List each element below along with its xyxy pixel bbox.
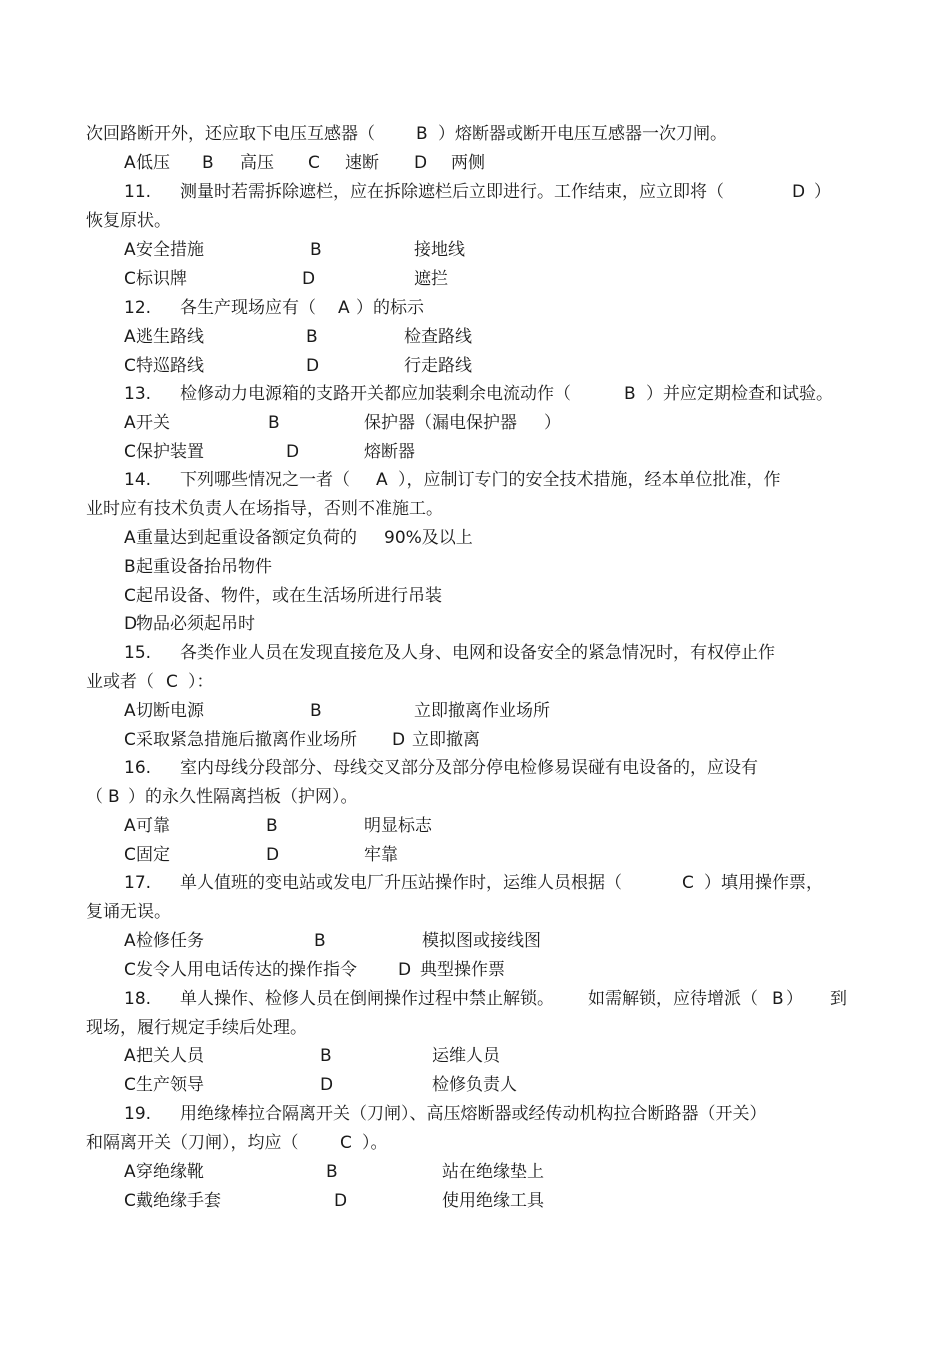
question-number: 15.: [124, 643, 152, 663]
question-text: 和隔离开关（刀闸），均应（: [86, 1133, 299, 1153]
answer-letter: B: [624, 384, 636, 404]
option-text: 低压: [136, 153, 170, 173]
option-text: 牢靠: [364, 845, 398, 865]
option-letter: B: [268, 413, 280, 433]
question-text: ）并应定期检查和试验。: [646, 384, 833, 404]
option-letter: A: [124, 931, 136, 951]
question-text: 各类作业人员在发现直接危及人身、电网和设备安全的紧急情况时，有权停止作: [180, 643, 775, 663]
option-text: 检查路线: [404, 327, 472, 347]
answer-letter: B: [108, 787, 120, 807]
option-letter: D: [414, 153, 428, 173]
option-letter: B: [314, 931, 326, 951]
option-text: 使用绝缘工具: [442, 1191, 544, 1211]
answer-letter: C: [682, 873, 694, 893]
question-text: 业或者（: [86, 672, 154, 692]
option-text: 安全措施: [136, 240, 204, 260]
option-letter: C: [124, 845, 136, 865]
question-text: 复诵无误。: [86, 902, 171, 922]
question-text: ）。: [362, 1133, 388, 1153]
option-text: 采取紧急措施后撤离作业场所: [136, 730, 357, 750]
question-text: ）熔断器或断开电压互感器一次刀闸。: [438, 124, 727, 144]
option-letter: C: [124, 1075, 136, 1095]
option-text: 开关: [136, 413, 170, 433]
option-text: 生产领导: [136, 1075, 204, 1095]
option-text: 固定: [136, 845, 170, 865]
option-text: 保护器（漏电保护器: [364, 413, 517, 433]
question-text: ）: [786, 989, 803, 1009]
option-letter: A: [124, 1046, 136, 1066]
option-letter: D: [124, 614, 138, 634]
option-letter: A: [124, 528, 136, 548]
answer-letter: C: [340, 1133, 352, 1153]
option-letter: A: [124, 153, 136, 173]
question-number: 18.: [124, 989, 152, 1009]
option-text: 起吊设备、物件，或在生活场所进行吊装: [136, 586, 442, 606]
question-text: 次回路断开外，还应取下电压互感器（: [86, 124, 375, 144]
option-text: 熔断器: [364, 442, 415, 462]
option-letter: A: [124, 701, 136, 721]
question-text: 用绝缘棒拉合隔离开关（刀闸）、高压熔断器或经传动机构拉合断路器（开关）: [180, 1104, 767, 1124]
question-text: 下列哪些情况之一者（: [180, 470, 350, 490]
option-letter: B: [124, 557, 136, 577]
option-text: 可靠: [136, 816, 170, 836]
question-text: 单人操作、检修人员在倒闸操作过程中禁止解锁。: [180, 989, 554, 1009]
option-text: 标识牌: [136, 269, 187, 289]
option-text: 穿绝缘靴: [136, 1162, 204, 1182]
answer-letter: A: [376, 470, 388, 490]
option-letter: C: [124, 269, 136, 289]
option-text: 明显标志: [364, 816, 432, 836]
option-letter: D: [334, 1191, 348, 1211]
option-letter: D: [266, 845, 280, 865]
option-letter: D: [306, 356, 320, 376]
option-letter: C: [124, 960, 136, 980]
question-text: 检修动力电源箱的支路开关都应加装剩余电流动作（: [180, 384, 571, 404]
option-letter: C: [308, 153, 320, 173]
question-text: 到: [830, 989, 847, 1009]
option-letter: B: [310, 701, 322, 721]
option-letter: C: [124, 1191, 136, 1211]
option-text: 接地线: [414, 240, 465, 260]
option-letter: A: [124, 413, 136, 433]
option-text: 把关人员: [136, 1046, 204, 1066]
option-text: 逃生路线: [136, 327, 204, 347]
option-text: 立即撤离: [412, 730, 480, 750]
option-letter: D: [286, 442, 300, 462]
question-text: 现场，履行规定手续后处理。: [86, 1018, 307, 1038]
question-text: ）：: [188, 672, 214, 692]
option-text: 行走路线: [404, 356, 472, 376]
question-number: 13.: [124, 384, 152, 404]
option-letter: B: [326, 1162, 338, 1182]
question-text: 测量时若需拆除遮栏，应在拆除遮栏后立即进行。工作结束，应立即将（: [180, 182, 724, 202]
option-letter: B: [202, 153, 214, 173]
option-letter: B: [310, 240, 322, 260]
question-number: 17.: [124, 873, 152, 893]
question-text: 单人值班的变电站或发电厂升压站操作时，运维人员根据（: [180, 873, 622, 893]
option-text: 典型操作票: [420, 960, 505, 980]
option-letter: C: [124, 730, 136, 750]
option-letter: D: [392, 730, 406, 750]
option-text: 立即撤离作业场所: [414, 701, 550, 721]
question-text: ）: [814, 182, 831, 202]
option-text: ）: [544, 413, 561, 433]
option-text: 两侧: [451, 153, 485, 173]
question-text: ）的标示: [356, 298, 424, 318]
question-number: 19.: [124, 1104, 152, 1124]
option-letter: D: [398, 960, 412, 980]
question-number: 16.: [124, 758, 152, 778]
option-text: 重量达到起重设备额定负荷的: [136, 528, 357, 548]
option-text: 运维人员: [432, 1046, 500, 1066]
option-letter: D: [302, 269, 316, 289]
question-number: 11.: [124, 182, 152, 202]
option-letter: A: [124, 327, 136, 347]
option-text: 特巡路线: [136, 356, 204, 376]
question-text: ），应制订专门的安全技术措施，经本单位批准，作: [398, 470, 781, 490]
option-text: 模拟图或接线图: [422, 931, 541, 951]
option-letter: A: [124, 240, 136, 260]
question-number: 14.: [124, 470, 152, 490]
question-text: 恢复原状。: [86, 211, 171, 231]
option-text: 速断: [345, 153, 379, 173]
option-text: 起重设备抬吊物件: [136, 557, 272, 577]
answer-letter: A: [338, 298, 350, 318]
option-letter: C: [124, 586, 136, 606]
option-letter: B: [306, 327, 318, 347]
option-text: 检修任务: [136, 931, 204, 951]
option-text: 检修负责人: [432, 1075, 517, 1095]
option-text: 戴绝缘手套: [136, 1191, 221, 1211]
option-letter: B: [320, 1046, 332, 1066]
option-text: 发令人用电话传达的操作指令: [136, 960, 357, 980]
option-letter: B: [266, 816, 278, 836]
question-text: 各生产现场应有（: [180, 298, 316, 318]
option-text: 站在绝缘垫上: [442, 1162, 544, 1182]
option-letter: C: [124, 442, 136, 462]
question-text: 业时应有技术负责人在场指导，否则不准施工。: [86, 499, 443, 519]
option-letter: A: [124, 816, 136, 836]
question-text: 如需解锁，应待增派（: [588, 989, 758, 1009]
option-text: 遮拦: [414, 269, 448, 289]
question-text: ）的永久性隔离挡板（护网）。: [128, 787, 358, 807]
option-text: 切断电源: [136, 701, 204, 721]
answer-letter: C: [166, 672, 178, 692]
question-text: 室内母线分段部分、母线交叉部分及部分停电检修易误碰有电设备的，应设有: [180, 758, 758, 778]
option-letter: C: [124, 356, 136, 376]
question-text: （: [86, 787, 103, 807]
question-number: 12.: [124, 298, 152, 318]
answer-letter: D: [792, 182, 806, 202]
option-letter: A: [124, 1162, 136, 1182]
option-text: 物品必须起吊时: [136, 614, 255, 634]
option-text: 保护装置: [136, 442, 204, 462]
option-letter: D: [320, 1075, 334, 1095]
answer-letter: B: [416, 124, 428, 144]
question-text: ）填用操作票，: [704, 873, 823, 893]
option-text: 高压: [240, 153, 274, 173]
answer-letter: B: [772, 989, 784, 1009]
option-text: 90%及以上: [384, 528, 473, 548]
